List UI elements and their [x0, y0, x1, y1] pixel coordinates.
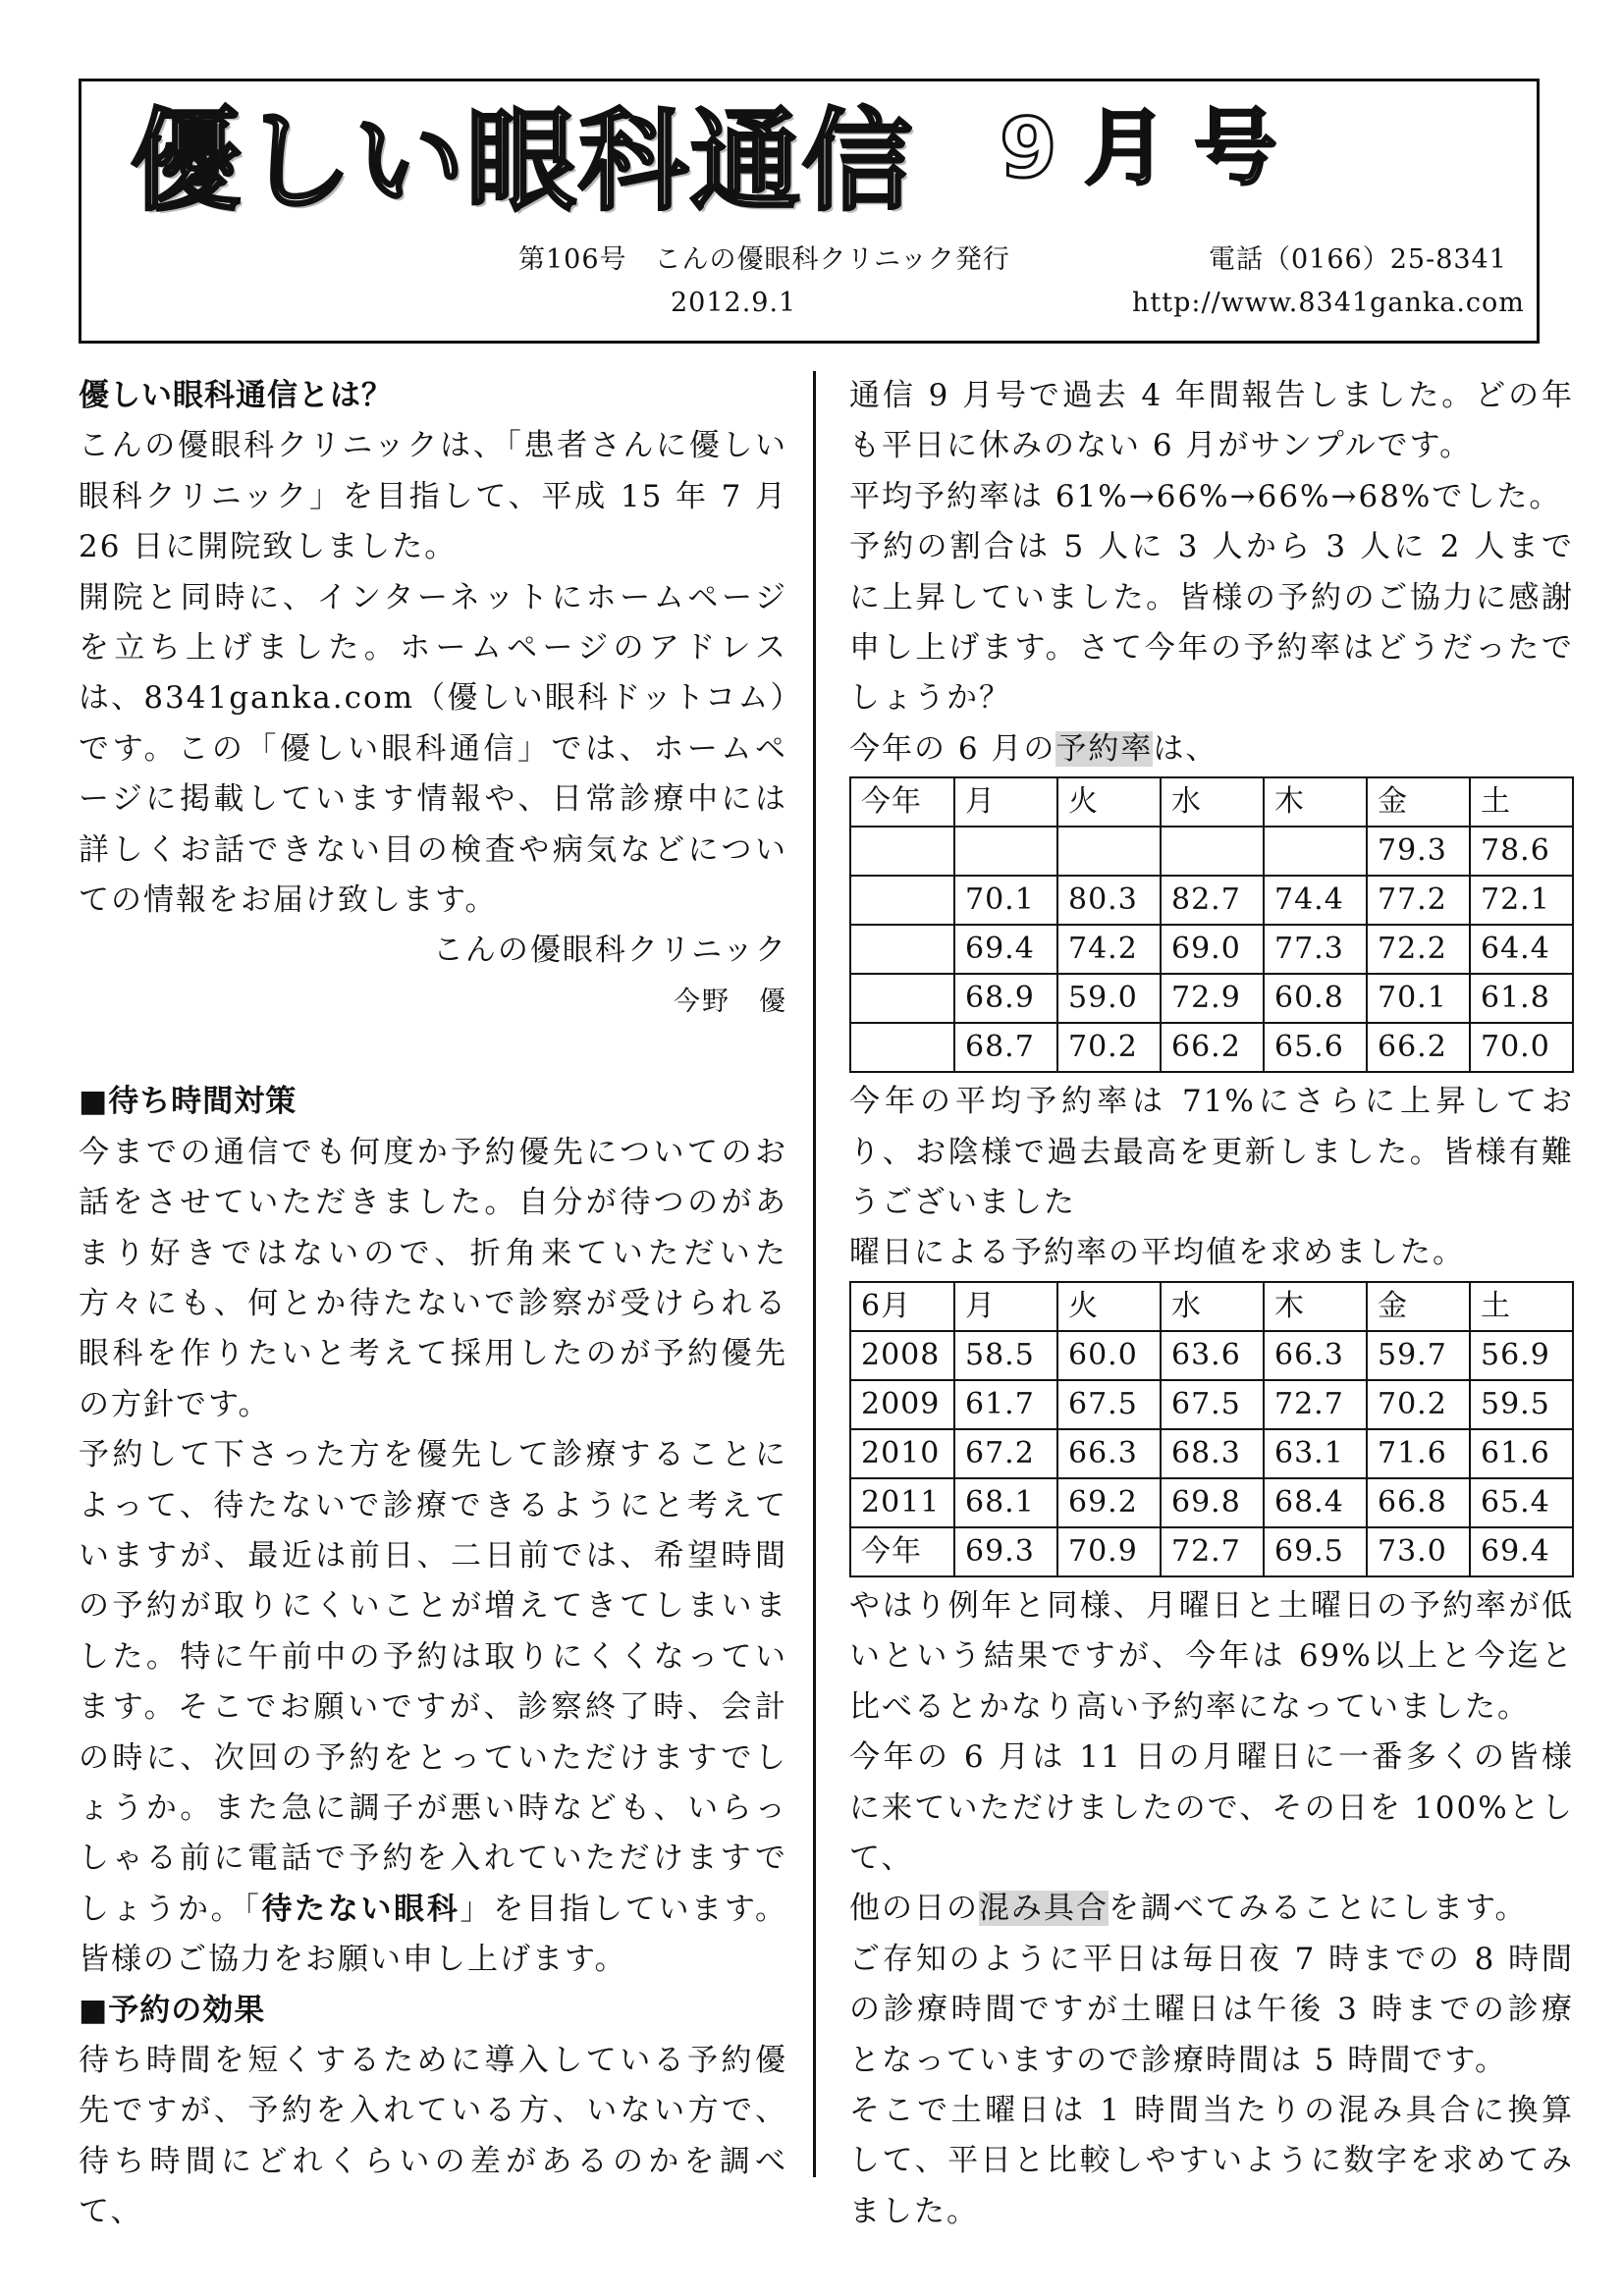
no-wait-clinic-phrase: 待たない眼科 [261, 1891, 460, 1927]
table-cell: 66.3 [1057, 1429, 1161, 1478]
right-paragraph-5: 今年の平均予約率は 71%にさらに上昇しており、お陰様で過去最高を更新しました。皆様有難うございました [849, 1084, 1574, 1221]
table-cell: 69.2 [1057, 1478, 1161, 1527]
wait-time-paragraph-1: 今までの通信でも何度か予約優先についてのお話をさせていただきました。自分が待つのがあまり好きではないので、折角来ていただいた方々にも、何とか待たないで診察が受けられる眼科を作りたいと考えて採用したのが予約優先の方針です。 [79, 1134, 787, 1422]
table-cell: 70.2 [1367, 1380, 1470, 1429]
table-header-cell: 月 [954, 777, 1057, 827]
table-cell: 60.0 [1057, 1331, 1161, 1380]
clinic-name: こんの優眼科クリニック [432, 933, 787, 969]
table-cell: 78.6 [1470, 827, 1573, 876]
intro-paragraph-1: こんの優眼科クリニックは、「患者さんに優しい眼科クリニック」を目指して、平成 15 年 7 月 26 日に開院致しました。 [79, 428, 787, 565]
table-cell: 69.4 [954, 925, 1057, 974]
right-paragraph-10: ご存知のように平日は毎日夜 7 時までの 8 時間の診療時間ですが土曜日は午後 3 時までの診療となっていますので診療時間は 5 時間です。 [849, 1941, 1574, 2078]
wait-time-heading: ■待ち時間対策 [79, 1084, 298, 1120]
table-header-cell: 火 [1057, 1282, 1161, 1331]
table-cell: 67.5 [1057, 1380, 1161, 1429]
table-cell: 65.6 [1264, 1023, 1367, 1072]
table-cell: 60.8 [1264, 974, 1367, 1023]
wait-text-a: 予約して下さった方を優先して診療することによって、待たないで診療できるようにと考えていますが、最近は前日、二日前では、希望時間の予約が取りにくいことが増えてきてしまいました。特に午前中の予約は取りにくくなっています。そこでお願いですが、診察終了時、会計の時に、次回の予約をとっていただけますでしょうか。また急に調子が悪い時なども、いらっしゃる前に電話で予約を入れていただけますでしょうか。「 [79, 1437, 787, 1927]
table-cell: 70.1 [954, 876, 1057, 925]
table-row [850, 827, 1573, 876]
newsletter-title: 優しい眼科通信 [131, 98, 914, 226]
table-cell [850, 876, 954, 925]
table-cell [850, 1023, 954, 1072]
table-cell: 66.2 [1367, 1023, 1470, 1072]
table-cell: 56.9 [1470, 1331, 1573, 1380]
table-cell: 69.4 [1470, 1527, 1573, 1576]
table-cell: 61.7 [954, 1380, 1057, 1429]
table-cell: 63.6 [1161, 1331, 1264, 1380]
table-row [850, 1380, 1573, 1429]
table-cell: 73.0 [1367, 1527, 1470, 1576]
highlight-reservation-rate: 予約率 [1055, 730, 1154, 767]
table-cell: 71.6 [1367, 1429, 1470, 1478]
table-cell: 77.3 [1264, 925, 1367, 974]
phone-number: 電話（0166）25-8341 [1209, 244, 1507, 275]
table-header-cell: 金 [1367, 1282, 1470, 1331]
website-url[interactable]: http://www.8341ganka.com [1132, 288, 1525, 318]
right-paragraph-3: 予約の割合は 5 人に 3 人から 3 人に 2 人までに上昇していました。皆様の予約のご協力に感謝申し上げます。さて今年の予約率はどうだったでしょうか？ [849, 529, 1574, 717]
table-header-cell: 土 [1470, 1282, 1573, 1331]
right-column [849, 371, 1574, 2237]
table-cell: 68.7 [954, 1023, 1057, 1072]
table-cell: 68.9 [954, 974, 1057, 1023]
table-cell: 69.3 [954, 1527, 1057, 1576]
right-paragraph-2: 平均予約率は 61%→66%→66%→68%でした。 [849, 478, 1562, 514]
table-cell: 80.3 [1057, 876, 1161, 925]
table-row [850, 1478, 1573, 1527]
issue-month: 9月号 [1000, 100, 1305, 196]
table-header-cell: 土 [1470, 777, 1573, 827]
table-row [850, 974, 1573, 1023]
p9-text-b: を調べてみることにします。 [1109, 1891, 1528, 1927]
table-cell: 61.6 [1470, 1429, 1573, 1478]
table-row [850, 1331, 1573, 1380]
table-cell: 66.2 [1161, 1023, 1264, 1072]
issue-date: 2012.9.1 [671, 288, 797, 318]
p4-text-a: 今年の 6 月の [849, 730, 1056, 767]
p9-text-a: 他の日の [849, 1891, 979, 1927]
table-cell [1161, 827, 1264, 876]
author-signature: 今野 優 [674, 986, 787, 1017]
table-cell [1057, 827, 1161, 876]
right-paragraph-8: 今年の 6 月は 11 日の月曜日に一番多くの皆様に来ていただけましたので、その日を 100%として、 [849, 1739, 1574, 1876]
table-cell: 67.2 [954, 1429, 1057, 1478]
right-paragraph-6: 曜日による予約率の平均値を求めました。 [849, 1235, 1465, 1271]
publisher-line: 第106号 こんの優眼科クリニック発行 [518, 244, 1010, 275]
p4-text-b: は、 [1153, 730, 1218, 767]
table-cell: 79.3 [1367, 827, 1470, 876]
right-paragraph-9 [849, 1884, 1574, 1934]
reservation-effect-heading: ■予約の効果 [79, 1992, 266, 2028]
table-cell: 69.5 [1264, 1527, 1367, 1576]
right-paragraph-11: そこで土曜日は 1 時間当たりの混み具合に換算して、平日と比較しやすいように数字を求めてみました。 [849, 2092, 1574, 2229]
table-cell: 69.0 [1161, 925, 1264, 974]
table-cell: 61.8 [1470, 974, 1573, 1023]
table-cell: 68.4 [1264, 1478, 1367, 1527]
table-cell: 59.5 [1470, 1380, 1573, 1429]
table-cell: 2009 [850, 1380, 954, 1429]
table-row [850, 925, 1573, 974]
table-cell: 77.2 [1367, 876, 1470, 925]
table-cell: 68.1 [954, 1478, 1057, 1527]
table-cell [954, 827, 1057, 876]
weekday-average-table [849, 1281, 1574, 1577]
table-cell: 2008 [850, 1331, 954, 1380]
right-paragraph-1: 通信 9 月号で過去 4 年間報告しました。どの年も平日に休みのない 6 月がサンプルです。 [849, 378, 1574, 464]
table-cell: 74.2 [1057, 925, 1161, 974]
table-cell: 70.0 [1470, 1023, 1573, 1072]
table-cell: 2010 [850, 1429, 954, 1478]
table-header-row [850, 777, 1573, 827]
table-cell [850, 925, 954, 974]
intro-paragraph-2: 開院と同時に、インターネットにホームページを立ち上げました。ホームページのアドレスは、8341ganka.com（優しい眼科ドットコム）です。この「優しい眼科通信」では、ホームページに掲載しています情報や、日常診療中には詳しくお話できない目の検査や病気などについての情報をお届け致します。 [79, 579, 787, 919]
table-cell: 67.5 [1161, 1380, 1264, 1429]
table-header-cell: 金 [1367, 777, 1470, 827]
table-header-cell: 火 [1057, 777, 1161, 827]
wait-time-paragraph-2 [79, 1430, 787, 1985]
table-cell: 72.2 [1367, 925, 1470, 974]
table-cell: 今年 [850, 1527, 954, 1576]
table-cell: 63.1 [1264, 1429, 1367, 1478]
table-cell [850, 974, 954, 1023]
table-cell: 64.4 [1470, 925, 1573, 974]
table-cell: 59.7 [1367, 1331, 1470, 1380]
right-paragraph-7: やはり例年と同様、月曜日と土曜日の予約率が低いという結果ですが、今年は 69%以上と今迄と比べるとかなり高い予約率になっていました。 [849, 1587, 1574, 1725]
table-cell: 59.0 [1057, 974, 1161, 1023]
table-cell: 66.8 [1367, 1478, 1470, 1527]
june-reservation-rate-table [849, 776, 1574, 1073]
table-cell: 74.4 [1264, 876, 1367, 925]
table-cell: 72.9 [1161, 974, 1264, 1023]
table-row [850, 1429, 1573, 1478]
table-header-cell: 水 [1161, 777, 1264, 827]
wait-text-b: 」を目指しています。皆様のご協力をお願い申し上げます。 [79, 1891, 788, 1978]
column-divider [813, 371, 816, 2177]
masthead [79, 79, 1540, 344]
left-column [79, 371, 787, 2238]
table-header-cell: 今年 [850, 777, 954, 827]
table-cell: 72.1 [1470, 876, 1573, 925]
table-cell: 2011 [850, 1478, 954, 1527]
table-cell: 70.1 [1367, 974, 1470, 1023]
table-cell: 65.4 [1470, 1478, 1573, 1527]
table-cell: 72.7 [1161, 1527, 1264, 1576]
table-row [850, 876, 1573, 925]
table-header-cell: 木 [1264, 1282, 1367, 1331]
table-cell [1264, 827, 1367, 876]
table-cell: 68.3 [1161, 1429, 1264, 1478]
section-gap [79, 1027, 787, 1077]
intro-heading: 優しい眼科通信とは？ [79, 378, 393, 413]
effect-paragraph-1: 待ち時間を短くするために導入している予約優先ですが、予約を入れている方、いない方で、待ち時間にどれくらいの差があるのかを調べて、 [79, 2043, 787, 2230]
table-cell: 69.8 [1161, 1478, 1264, 1527]
highlight-congestion: 混み具合 [979, 1891, 1109, 1927]
table-cell: 58.5 [954, 1331, 1057, 1380]
table-header-row [850, 1282, 1573, 1331]
right-paragraph-4 [849, 724, 1574, 774]
table-header-cell: 6月 [850, 1282, 954, 1331]
table-cell: 70.9 [1057, 1527, 1161, 1576]
table-row [850, 1527, 1573, 1576]
table-header-cell: 木 [1264, 777, 1367, 827]
table-header-cell: 水 [1161, 1282, 1264, 1331]
table-row [850, 1023, 1573, 1072]
table-cell: 66.3 [1264, 1331, 1367, 1380]
table-cell: 82.7 [1161, 876, 1264, 925]
table-cell [850, 827, 954, 876]
table-cell: 72.7 [1264, 1380, 1367, 1429]
table-header-cell: 月 [954, 1282, 1057, 1331]
table-cell: 70.2 [1057, 1023, 1161, 1072]
